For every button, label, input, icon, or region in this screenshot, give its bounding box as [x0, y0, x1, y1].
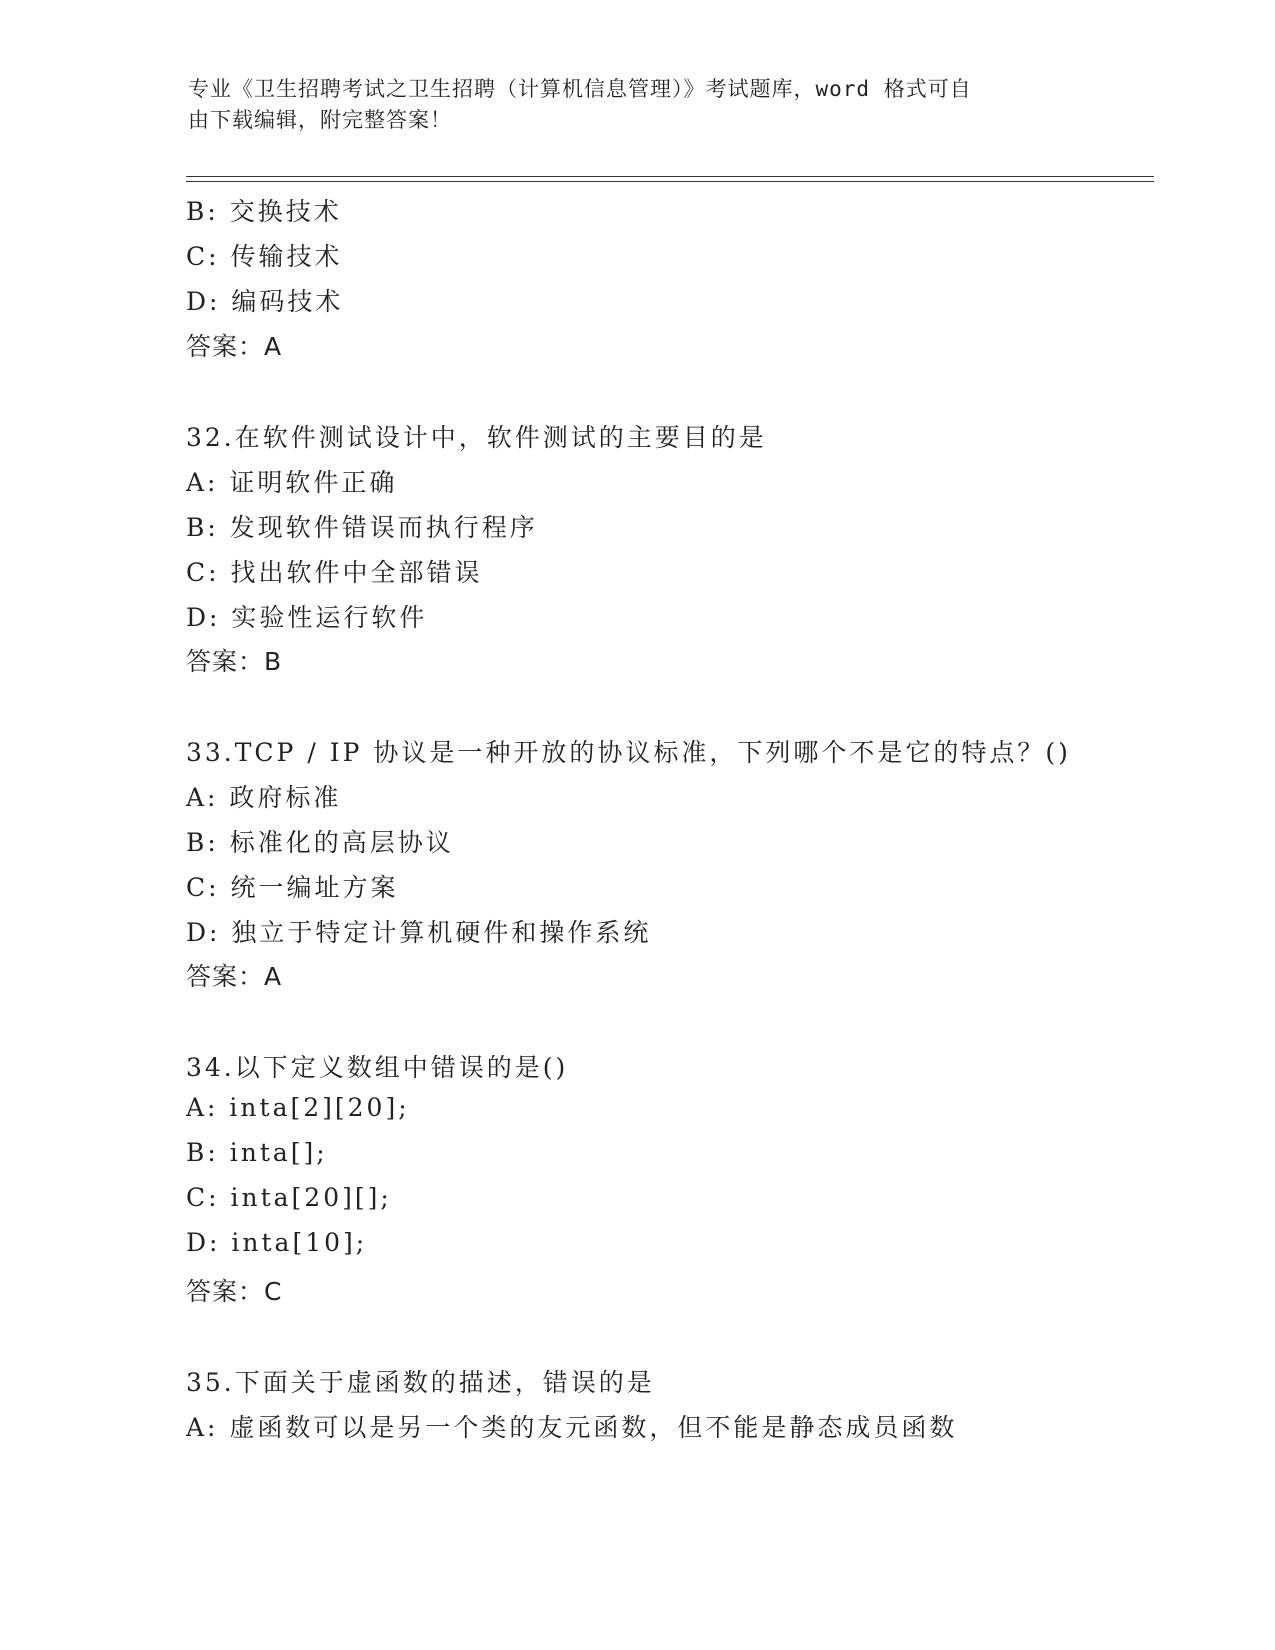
option-b: B: inta[];	[186, 1138, 328, 1167]
option-c: C: inta[20][];	[186, 1183, 392, 1212]
question-title: 32.在软件测试设计中，软件测试的主要目的是	[186, 423, 767, 452]
option-a: A: inta[2][20];	[186, 1093, 410, 1122]
header-rule-bottom	[186, 181, 1154, 182]
option-b: B: 标准化的高层协议	[186, 828, 454, 857]
option-c: C: 统一编址方案	[186, 873, 399, 902]
question-title: 33.TCP / IP 协议是一种开放的协议标准，下列哪个不是它的特点？()	[186, 738, 1071, 767]
option-b: B: 发现软件错误而执行程序	[186, 513, 538, 542]
question-title: 34.以下定义数组中错误的是()	[186, 1053, 569, 1082]
option-c: C: 找出软件中全部错误	[186, 558, 483, 587]
answer: 答案：A	[186, 962, 283, 991]
option-b: B: 交换技术	[186, 197, 342, 226]
header-rule-top	[186, 176, 1154, 177]
option-a: A: 政府标准	[186, 783, 342, 812]
header-line-2: 由下载编辑，附完整答案！	[188, 108, 452, 132]
answer: 答案：A	[186, 332, 283, 361]
option-a: A: 虚函数可以是另一个类的友元函数，但不能是静态成员函数	[186, 1413, 958, 1442]
answer: 答案：C	[186, 1277, 283, 1306]
option-d: D: 编码技术	[186, 287, 344, 316]
option-d: D: 实验性运行软件	[186, 603, 428, 632]
option-d: D: 独立于特定计算机硬件和操作系统	[186, 918, 652, 947]
option-c: C: 传输技术	[186, 242, 343, 271]
question-title: 35.下面关于虚函数的描述，错误的是	[186, 1368, 655, 1397]
option-d: D: inta[10];	[186, 1228, 368, 1257]
answer: 答案：B	[186, 647, 283, 676]
option-a: A: 证明软件正确	[186, 468, 398, 497]
header-line-1: 专业《卫生招聘考试之卫生招聘（计算机信息管理）》考试题库，word 格式可自	[188, 77, 972, 101]
document-header	[188, 74, 1088, 136]
